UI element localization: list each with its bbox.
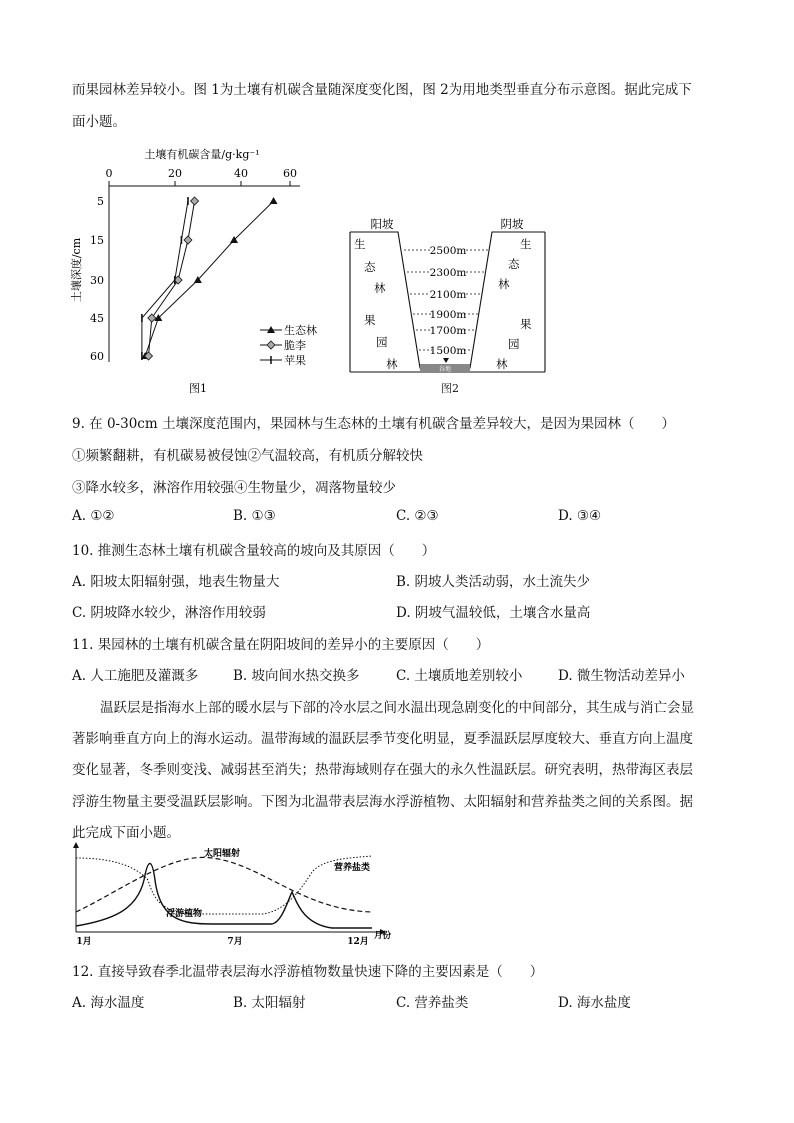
right-zone-6: 林: [496, 357, 508, 371]
right-zone-2: 态: [508, 257, 520, 271]
q9-stem: 9. 在 0-30cm 土壤深度范围内，果园林与生态林的土壤有机碳含量差异较大，是因为果园林（ ）: [72, 416, 675, 432]
right-zone-4: 果: [520, 317, 532, 331]
sun-curve: [76, 857, 372, 912]
y-ticks: [90, 195, 104, 363]
fig1-series: [141, 197, 277, 360]
series-line-1: [148, 201, 194, 356]
nutrient-curve: [76, 856, 372, 914]
q11-option-d[interactable]: D. 微生物活动差异小: [558, 668, 685, 684]
q11-stem: 11. 果园林的土壤有机碳含量在阴阳坡间的差异小的主要原因（ ）: [72, 637, 490, 653]
label-nutrient: 营养盐类: [334, 863, 371, 873]
left-zone-6: 林: [386, 357, 398, 371]
figure-3-diagram: [62, 840, 402, 950]
fig1-legend: [260, 323, 317, 367]
elev-1700: 1700m: [429, 325, 467, 337]
right-zone-3: 林: [498, 277, 510, 291]
left-zone-2: 态: [364, 260, 376, 274]
plankton-curve: [76, 864, 372, 929]
x-tick-jul: 7月: [227, 937, 243, 947]
q9-option-a[interactable]: A. ①②: [72, 508, 115, 524]
y-tick-30: 30: [90, 274, 104, 287]
left-zone-3: 林: [374, 281, 386, 295]
fig2-caption: 图2: [441, 382, 459, 395]
right-zone-5: 园: [508, 337, 520, 351]
legend-cuili: 脆李: [284, 339, 306, 352]
x-ticks: [106, 167, 298, 186]
x-tick-jan: 1月: [76, 937, 92, 947]
q9-option-d[interactable]: D. ③④: [558, 508, 602, 524]
passage2-line-3: 变化显著，冬季则变浅、减弱甚至消失；热带海域则存在强大的永久性温跃层。研究表明，热带海区表层: [72, 762, 693, 778]
fig3-xlabel: 月份: [374, 931, 392, 941]
series-1-point-0: [191, 197, 199, 205]
y-tick-60: 60: [90, 350, 104, 363]
right-zone-1: 生: [520, 237, 532, 251]
x-tick-20: 20: [168, 167, 182, 180]
q10-option-a[interactable]: A. 阳坡太阳辐射强，地表生物量大: [72, 574, 280, 590]
y-tick-45: 45: [90, 312, 104, 325]
intro-line-2: 面小题。: [72, 114, 126, 130]
passage2-line-5: 此完成下面小题。: [72, 825, 180, 841]
series-line-0: [145, 201, 273, 356]
q9-option-b[interactable]: B. ①③: [233, 508, 276, 524]
fig2-right-slope: 阴坡: [500, 217, 524, 231]
passage2-line-2: 著影响垂直方向上的海水运动。温带海域的温跃层季节变化明显，夏季温跃层厚度较大、垂直方向上温度: [72, 731, 693, 747]
q12-stem: 12. 直接导致春季北温带表层海水浮游植物数量快速下降的主要因素是（ ）: [72, 964, 544, 980]
fig1-caption: 图1: [189, 382, 207, 395]
q10-option-c[interactable]: C. 阴坡降水较少，淋溶作用较弱: [72, 605, 266, 621]
q12-option-d[interactable]: D. 海水盐度: [558, 995, 631, 1011]
left-zone-5: 园: [376, 335, 388, 349]
elev-1500: 1500m: [429, 345, 467, 357]
q11-option-c[interactable]: C. 土壤质地差别较小: [396, 668, 523, 684]
left-zones: [354, 237, 398, 371]
elev-1900: 1900m: [429, 309, 467, 321]
q12-option-c[interactable]: C. 营养盐类: [396, 995, 469, 1011]
elev-2300: 2300m: [429, 267, 467, 279]
figure-1-chart: [60, 140, 330, 400]
legend-shengtailin: 生态林: [284, 324, 317, 337]
legend-pingguo: 苹果: [284, 354, 306, 367]
elevation-labels: [430, 245, 467, 357]
intro-line-1: 而果园林差异较小。图 1为土壤有机碳含量随深度变化图，图 2为用地类型垂直分布示意图。据此完成下: [72, 82, 692, 98]
elev-2500: 2500m: [429, 245, 467, 257]
fig2-left-slope: 阳坡: [370, 217, 394, 231]
y-tick-5: 5: [97, 195, 104, 208]
y-tick-15: 15: [90, 234, 104, 247]
x-tick-0: 0: [105, 167, 113, 180]
fig2-valley: 谷地: [438, 366, 452, 373]
passage2-line-1: 温跃层是指海水上部的暖水层与下部的冷水层之间水温出现急剧变化的中间部分，其生成与消亡会显: [100, 700, 694, 716]
series-0-point-0: [270, 197, 278, 204]
q11-option-b[interactable]: B. 坡向间水热交换多: [233, 668, 360, 684]
label-plankton: 浮游植物: [166, 909, 203, 919]
x-tick-40: 40: [234, 167, 248, 180]
x-tick-60: 60: [283, 167, 297, 180]
q9-option-c[interactable]: C. ②③: [396, 508, 439, 524]
fig1-title: 土壤有机碳含量/g·kg⁻¹: [144, 148, 260, 161]
left-zone-1: 生: [354, 237, 366, 251]
right-zones: [496, 237, 532, 371]
left-zone-4: 果: [364, 313, 376, 327]
q10-option-d[interactable]: D. 阴坡气温较低，土壤含水量高: [396, 605, 591, 621]
figure-2-diagram: [340, 210, 560, 400]
label-sun: 太阳辐射: [204, 849, 241, 859]
q9-statement-2: ③降水较多，淋溶作用较强④生物量少，凋落物量较少: [72, 480, 396, 496]
q12-option-a[interactable]: A. 海水温度: [72, 995, 145, 1011]
q12-option-b[interactable]: B. 太阳辐射: [233, 995, 306, 1011]
passage2-line-4: 浮游生物量主要受温跃层影响。下图为北温带表层海水浮游植物、太阳辐射和营养盐类之间的关系图。据: [72, 794, 693, 810]
x-tick-dec: 12月: [347, 937, 369, 947]
q9-statement-1: ①频繁翻耕，有机碳易被侵蚀②气温较高，有机质分解较快: [72, 448, 423, 464]
q10-stem: 10. 推测生态林土壤有机碳含量较高的坡向及其原因（ ）: [72, 543, 436, 559]
q10-option-b[interactable]: B. 阴坡人类活动弱，水土流失少: [396, 574, 591, 590]
elev-2100: 2100m: [429, 289, 467, 301]
q11-option-a[interactable]: A. 人工施肥及灌溉多: [72, 668, 199, 684]
fig1-ylabel: 土壤深度/cm: [70, 237, 83, 303]
series-1-point-1: [184, 236, 192, 244]
